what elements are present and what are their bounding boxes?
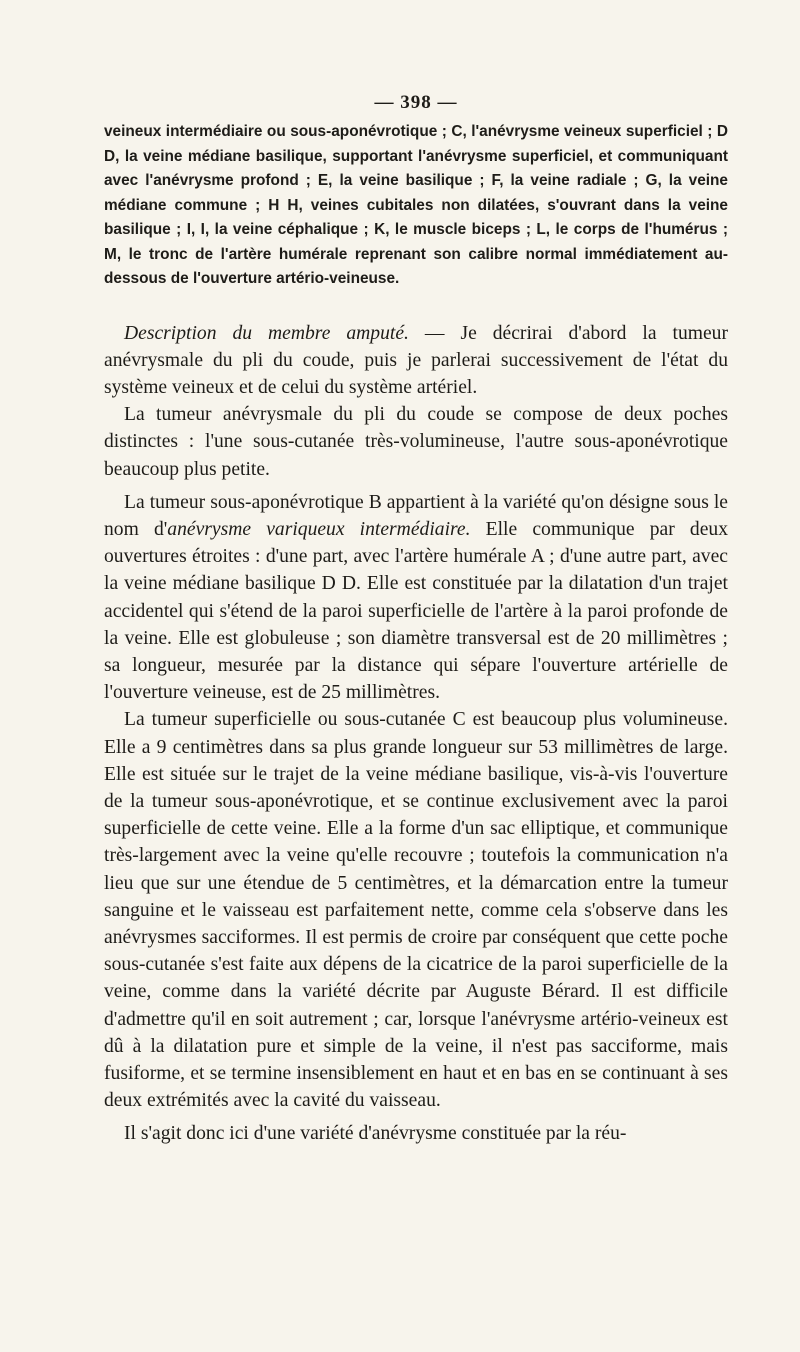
figure-caption: veineux intermédiaire ou sous-aponévrotique ; C, l'anévrysme veineux superficiel ; D D, la veine médiane basilique, supportant l'anévrysme superficiel, et communiquant avec l'anévrysme profond ; E, la veine basilique ; F, la veine radiale ; G, la veine médiane commune ; H H, veines cubitales non dilatées, s'ouvrant dans la veine basilique ; I, I, la veine céphalique ; K, le muscle biceps ; L, le corps de l'humérus ; M, le tronc de l'artère humérale reprenant son calibre normal immédiatement au-dessous de l'ouverture artério-veineuse.: [104, 123, 728, 287]
paragraph-lead: Description du membre amputé.: [124, 322, 409, 344]
document-page: [104, 92, 728, 1148]
paragraph-sous-aponevrotique: [104, 489, 728, 707]
paragraph-superficielle: La tumeur superficielle ou sous-cutanée C est beaucoup plus volumineuse. Elle a 9 centimètres dans sa plus grande longueur sur 53 millimètres de large. Elle est située sur le trajet de la veine médiane basilique, vis-à-vis l'ouverture de la tumeur sous-aponévrotique, et se continue exclusivement avec la paroi superficielle de cette veine. Elle a la forme d'un sac elliptique, et communique très-largement avec la veine qu'elle recouvre ; toutefois la communication n'a lieu que sur une étendue de 5 centimètres, et la démarcation entre la tumeur sanguine et le vaisseau est parfaitement nette, comme cela s'observe dans les anévrysmes sacciformes. Il est permis de croire par conséquent que cette poche sous-cutanée s'est faite aux dépens de la cicatrice de la paroi superficielle de la veine, comme dans la variété décrite par Auguste Bérard. Il est difficile d'admettre qu'il en soit autrement ; car, lorsque l'anévrysme artério-veineux est dû à la dilatation pure et simple de la veine, il n'est pas sacciforme, mais fusiforme, et se termine insensiblement en haut et en bas en se continuant à ses deux extrémités avec la cavité du vaisseau.: [104, 709, 728, 1112]
paragraph-text: — Je décrirai d'abord la tumeur anévrysmale du pli du coude, puis je parlerai successivement de l'état du système veineux et de celui du système artériel.: [104, 322, 728, 398]
section-gap: [104, 292, 728, 320]
page-number: — 398 —: [374, 92, 458, 113]
paragraph-description: [104, 320, 728, 402]
emphasis-term: anévrysme variqueux intermédiaire.: [167, 518, 471, 540]
paragraph-text: Elle communique par deux ouvertures étroites : d'une part, avec l'artère humérale A ; d'une autre part, avec la veine médiane basilique D D. Elle est constituée par la dilatation d'un trajet accidentel qui s'étend de la paroi superficielle de l'artère à la paroi profonde de la veine. Elle est globuleuse ; son diamètre transversal est de 20 millimètres ; sa longueur, mesurée par la distance qui sépare l'ouverture artérielle de l'ouverture veineuse, est de 25 millimètres.: [104, 518, 728, 704]
paragraph-final: Il s'agit donc ici d'une variété d'anévrysme constituée par la réu-: [124, 1123, 627, 1145]
paragraph-tumeur: La tumeur anévrysmale du pli du coude se compose de deux poches distinctes : l'une sous-cutanée très-volumineuse, l'autre sous-aponévrotique beaucoup plus petite.: [104, 404, 728, 480]
paragraph-text: La tumeur sous-aponévrotique B appartient à la variété qu'on désigne sous le nom d': [104, 491, 728, 540]
